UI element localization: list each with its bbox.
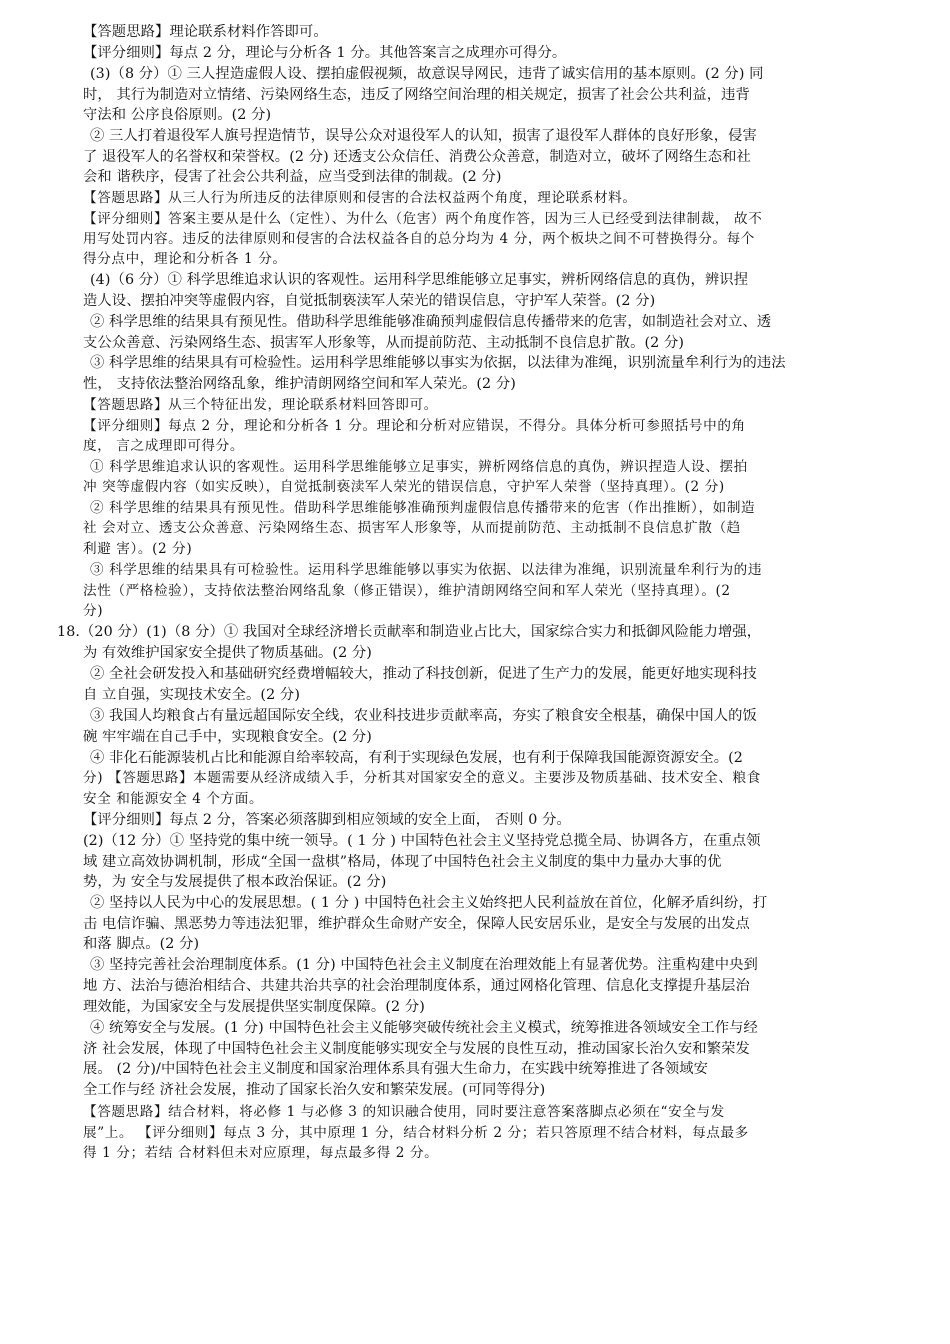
text-line: ② 三人打着退役军人旗号捏造情节，误导公众对退役军人的认知，损害了退役军人群体的良好形象，侵害 bbox=[90, 128, 757, 144]
text-line: 度， 言之成理即可得分。 bbox=[83, 438, 245, 454]
text-line: 得分点中，理论和分析各 1 分。 bbox=[83, 251, 287, 267]
text-line: ① 科学思维追求认识的客观性。运用科学思维能够立足事实，辨析网络信息的真伪，辨识捏造人设、摆拍 bbox=[90, 459, 748, 475]
text-line: ② 坚持以人民为中心的发展思想。( 1 分 ) 中国特色社会主义始终把人民利益放在首位，化解矛盾纠纷，打 bbox=[90, 895, 768, 911]
text-line: 会和 谐秩序，侵害了社会公共利益，应当受到法律的制裁。(2 分) bbox=[83, 169, 502, 185]
text-line: 了 退役军人的名誉权和荣誉权。(2 分) 还透支公众信任、消费公众善意，制造对立，破坏了网络生态和社 bbox=[83, 149, 751, 165]
text-line: 击 电信诈骗、黑恶势力等违法犯罪，维护群众生命财产安全，保障人民安居乐业，是安全与发展的出发点 bbox=[83, 916, 750, 932]
question-18-line: 18.（20 分）(1)（8 分）① 我国对全球经济增长贡献率和制造业占比大，国家综合实力和抵御风险能力增强， bbox=[57, 624, 762, 640]
text-line: ③ 坚持完善社会治理制度体系。(1 分) 中国特色社会主义制度在治理效能上有显著优势。注重构建中央到 bbox=[90, 957, 758, 973]
text-line: 展。 (2 分)/中国特色社会主义制度和国家治理体系具有强大生命力，在实践中统筹推进了各领域安 bbox=[83, 1061, 709, 1077]
text-line: ④ 统筹安全与发展。(1 分) 中国特色社会主义能够突破传统社会主义模式，统筹推进各领域安全工作与经 bbox=[90, 1020, 758, 1036]
text-line: 和落 脚点。(2 分) bbox=[83, 936, 200, 952]
text-line: (3)（8 分）① 三人捏造虚假人设、摆拍虚假视频，故意误导网民，违背了诚实信用的基本原则。(2 分) 同 bbox=[90, 66, 764, 82]
text-line: 分) bbox=[83, 603, 104, 619]
text-line: 势，为 安全与发展提供了根本政治保证。(2 分) bbox=[83, 874, 387, 890]
text-line: 【评分细则】每点 2 分，答案必须落脚到相应领域的安全上面， 否则 0 分。 bbox=[83, 812, 571, 828]
text-line: 展”上。 【评分细则】每点 3 分，其中原理 1 分，结合材料分析 2 分；若只答原理不结合材料，每点最多 bbox=[83, 1125, 749, 1141]
text-line: 地 方、法治与德治相结合、共建共治共享的社会治理制度体系，通过网格化管理、信息化支撑提升基层治 bbox=[83, 978, 750, 994]
text-line: ② 科学思维的结果具有预见性。借助科学思维能够准确预判虚假信息传播带来的危害（作出推断），如制造 bbox=[90, 500, 756, 516]
text-line: 冲 突等虚假内容（如实反映），自觉抵制亵渎军人荣光的错误信息，守护军人荣誉（坚持真理）。(2 分) bbox=[83, 479, 725, 495]
text-line: 【答题思路】从三人行为所违反的法律原则和侵害的合法权益两个角度，理论联系材料。 bbox=[83, 190, 637, 206]
text-line: 【答题思路】从三个特征出发，理论联系材料回答即可。 bbox=[83, 397, 438, 413]
text-line: ③ 我国人均粮食占有量远超国际安全线，农业科技进步贡献率高，夯实了粮食安全根基，确保中国人的饭 bbox=[90, 708, 757, 724]
text-line: 碗 牢牢端在自己手中，实现粮食安全。(2 分) bbox=[83, 729, 372, 745]
text-line: 【评分细则】答案主要从是什么（定性）、为什么（危害）两个角度作答，因为三人已经受到法律制裁， 故不 bbox=[83, 211, 763, 227]
text-line: 济 社会发展，体现了中国特色社会主义制度能够实现安全与发展的良性互动，推动国家长治久安和繁荣发 bbox=[83, 1041, 750, 1057]
text-line: 安全 和能源安全 4 个方面。 bbox=[83, 791, 264, 807]
text-line: 分) 【答题思路】本题需要从经济成绩入手，分析其对国家安全的意义。主要涉及物质基础、技术安全、粮食 bbox=[83, 770, 761, 786]
text-line: 域 建立高效协调机制，形成“全国一盘棋”格局，体现了中国特色社会主义制度的集中力量办大事的优 bbox=[83, 854, 722, 870]
text-line: 自 立自强，实现技术安全。(2 分) bbox=[83, 687, 300, 703]
text-line: 得 1 分；若结 合材料但未对应原理，每点最多得 2 分。 bbox=[83, 1145, 439, 1161]
text-line: 全工作与经 济社会发展，推动了国家长治久安和繁荣发展。(可同等得分) bbox=[83, 1082, 546, 1098]
text-line: ③ 科学思维的结果具有可检验性。运用科学思维能够以事实为依据，以法律为准绳，识别流量牟利行为的违法 bbox=[90, 355, 786, 371]
text-line: 支公众善意、污染网络生态、损害军人形象等，从而提前防范、主动抵制不良信息扩散。(2 分) bbox=[83, 335, 685, 351]
text-line: 性， 支持依法整治网络乱象，维护清朗网络空间和军人荣光。(2 分) bbox=[83, 376, 516, 392]
text-line: 【答题思路】结合材料，将必修 1 与必修 3 的知识融合使用，同时要注意答案落脚点必须在“安全与发 bbox=[83, 1104, 725, 1120]
text-line: 时， 其行为制造对立情绪、污染网络生态，违反了网络空间治理的相关规定，损害了社会公共利益，违背 bbox=[83, 87, 750, 103]
text-line: ② 科学思维的结果具有预见性。借助科学思维能够准确预判虚假信息传播带来的危害，如制造社会对立、透 bbox=[90, 314, 772, 330]
text-line: 【答题思路】理论联系材料作答即可。 bbox=[83, 24, 328, 40]
text-line: 造人设、摆拍冲突等虚假内容，自觉抵制亵渎军人荣光的错误信息，守护军人荣誉。(2 分) bbox=[83, 293, 656, 309]
text-line: ② 全社会研发投入和基础研究经费增幅较大，推动了科技创新，促进了生产力的发展，能更好地实现科技 bbox=[90, 666, 757, 682]
text-line: 【评分细则】每点 2 分，理论和分析各 1 分。理论和分析对应错误，不得分。具体分析可参照括号中的角 bbox=[83, 418, 746, 434]
text-line: (2)（12 分）① 坚持党的集中统一领导。( 1 分 ) 中国特色社会主义坚持党总揽全局、协调各方，在重点领 bbox=[83, 833, 761, 849]
text-line: 为 有效维护国家安全提供了物质基础。(2 分) bbox=[83, 645, 372, 661]
text-line: 用写处罚内容。违反的法律原则和侵害的合法权益各自的总分均为 4 分，两个板块之间不可替换得分。每个 bbox=[83, 231, 755, 247]
text-line: 利避 害）。(2 分) bbox=[83, 541, 193, 557]
text-line: 【评分细则】每点 2 分，理论与分析各 1 分。其他答案言之成理亦可得分。 bbox=[83, 45, 567, 61]
text-line: 社 会对立、透支公众善意、污染网络生态、损害军人形象等，从而提前防范、主动抵制不良信息扩散（趋 bbox=[83, 520, 741, 536]
text-line: 理效能，为国家安全与发展提供坚实制度保障。(2 分) bbox=[83, 999, 425, 1015]
text-line: 法性（严格检验），支持依法整治网络乱象（修正错误），维护清朗网络空间和军人荣光（坚持真理）。(2 bbox=[83, 583, 731, 599]
text-line: 守法和 公序良俗原则。(2 分) bbox=[83, 107, 272, 123]
text-line: ④ 非化石能源装机占比和能源自给率较高，有利于实现绿色发展，也有利于保障我国能源资源安全。(2 bbox=[90, 750, 743, 766]
text-line: ③ 科学思维的结果具有可检验性。运用科学思维能够以事实为依据、以法律为准绳，识别流量牟利行为的违 bbox=[90, 562, 763, 578]
text-line: (4)（6 分）① 科学思维追求认识的客观性。运用科学思维能够立足事实，辨析网络信息的真伪，辨识捏 bbox=[90, 272, 749, 288]
